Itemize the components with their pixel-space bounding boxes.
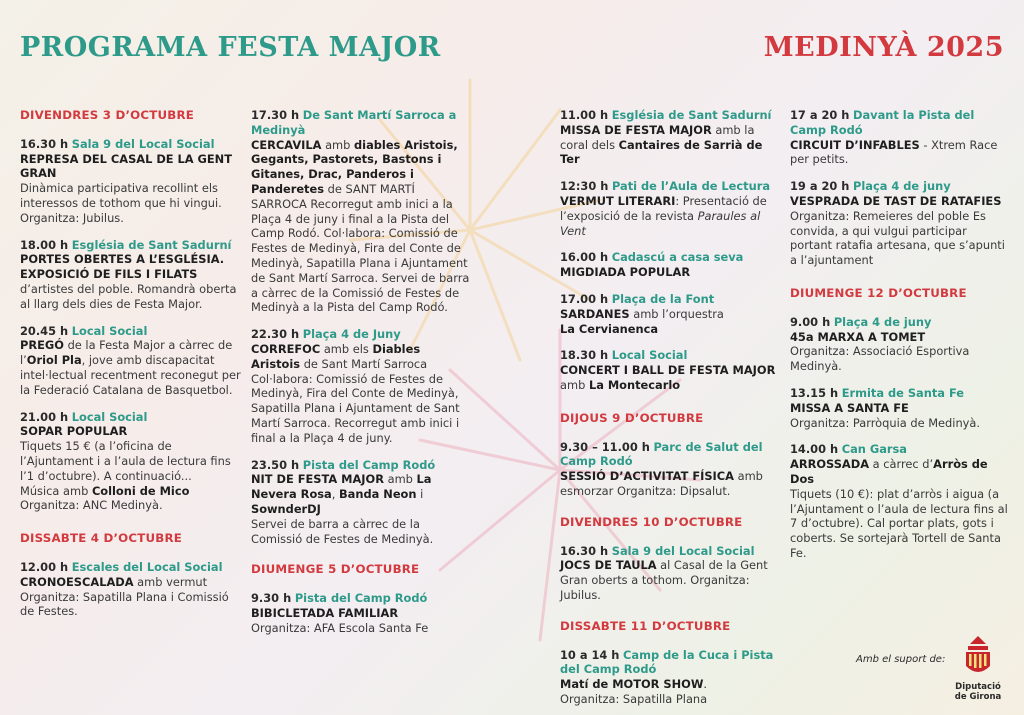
event-desc: de la Festa Major a càrrec de l’ bbox=[20, 338, 233, 368]
event-name-prefix: Matí de bbox=[560, 677, 613, 692]
event-desc: amb bbox=[560, 377, 589, 392]
event-name: VESPRADA DE TAST DE RATAFIES bbox=[790, 193, 1002, 208]
event-desc: amb la coral dels bbox=[560, 122, 755, 152]
event-desc: a càrrec d’ bbox=[869, 457, 934, 472]
event-desc: amb bbox=[325, 137, 355, 152]
event-time: 16.30 h bbox=[560, 543, 609, 558]
event-name: CONCERT I BALL DE FESTA MAJOR bbox=[560, 363, 776, 378]
event bbox=[251, 458, 473, 547]
event-time: 20.45 h bbox=[20, 323, 69, 338]
performer-name: La Montecarlo bbox=[588, 377, 681, 392]
event-time: 14.00 h bbox=[790, 442, 839, 457]
page-title: PROGRAMA FESTA MAJOR bbox=[20, 32, 441, 63]
day-heading: DIVENDRES 10 D’OCTUBRE bbox=[560, 514, 743, 529]
column-1 bbox=[20, 108, 245, 631]
day-heading: DIJOUS 9 D’OCTUBRE bbox=[560, 410, 704, 425]
support-label: Amb el suport de: bbox=[856, 654, 946, 665]
event-name: CRONOESCALADA bbox=[20, 574, 134, 589]
event-name: ARROSSADA bbox=[790, 457, 870, 472]
day-heading: DISSABTE 11 D’OCTUBRE bbox=[560, 618, 731, 633]
performer-name: La Nevera Rosa bbox=[251, 472, 432, 502]
column-3 bbox=[560, 108, 782, 715]
event-place: Cadascú a casa seva bbox=[611, 250, 744, 265]
event-name: NIT DE FESTA MAJOR bbox=[251, 472, 384, 487]
event-place: Sala 9 del Local Social bbox=[71, 136, 215, 151]
event-name: PORTES OBERTES A L’ESGLÉSIA. EXPOSICIÓ DE FILS I FILATS bbox=[20, 252, 225, 282]
event-desc: Dinàmica participativa recollint els interessos de tothom que hi vingui. Organitza: Jubilus. bbox=[20, 181, 222, 225]
event-desc: amb vermut Organitza: Sapatilla Plana i Comissió de Festes. bbox=[20, 574, 229, 619]
event-time: 18.00 h bbox=[20, 237, 69, 252]
event-name: BIBICLETADA FAMILIAR bbox=[251, 605, 399, 620]
event-desc: amb esmorzar Organitza: Dipsalut. bbox=[560, 469, 763, 498]
event-place: Plaça 4 de Juny bbox=[302, 327, 401, 342]
event-desc: Tiquets (10 €): plat d’arròs i aigua (a l’Ajuntament o l’aula de lectura fins al 7 d’octubre). Cal portar plats, gots i coberts. Se sortejarà Tortell de Santa Fe. bbox=[790, 486, 1008, 560]
event-desc: , jove amb discapacitat intel·lectual recentment reconegut per la Federació Catalana de Basquetbol. bbox=[20, 353, 241, 397]
event-time: 23.50 h bbox=[251, 457, 300, 472]
event-desc: amb els bbox=[323, 341, 373, 356]
column-4 bbox=[790, 108, 1008, 573]
event-desc: de SANT MARTÍ SARROCA Recorregut amb inici a la Plaça 4 de juny i final a la Pista del Camp Rodó. Col·labora: Comissió de Festes de Medinyà, Fira del Conte de Medinyà, Sapatilla Plana i Ajuntament de Sant Martí Sarroca. Servei de barra a càrrec de la Comissió de Festes de Medinyà a la Pista del Camp Rodó. bbox=[251, 181, 470, 315]
performer-name: SownderDJ bbox=[251, 501, 321, 516]
event-place: Escales del Local Social bbox=[71, 559, 223, 574]
event-time: 12:30 h bbox=[560, 179, 609, 194]
event bbox=[560, 440, 782, 499]
header bbox=[0, 0, 1024, 78]
performer-name: Colloni de Mico bbox=[91, 483, 190, 498]
event-time: 9.30 – 11.00 h bbox=[560, 439, 650, 454]
event-organizer: Organitza: Associació Esportiva Medinyà. bbox=[790, 344, 970, 374]
event bbox=[20, 560, 245, 619]
event-organizer: Organitza: Parròquia de Medinyà. bbox=[790, 415, 981, 430]
event-desc: Servei de barra a càrrec de la Comissió de Festes de Medinyà. bbox=[251, 516, 434, 546]
event bbox=[560, 544, 782, 603]
event-name: REPRESA DEL CASAL DE LA GENT GRAN bbox=[20, 151, 232, 181]
event-name: CIRCUIT D’INFABLES bbox=[790, 137, 920, 152]
event-place: Camp de la Cuca i Pista del Camp Rodó bbox=[560, 647, 774, 677]
event bbox=[790, 179, 1008, 268]
event-time: 17.00 h bbox=[560, 291, 609, 306]
event bbox=[20, 137, 245, 226]
event-time: 21.00 h bbox=[20, 409, 69, 424]
event-place: Plaça 4 de juny bbox=[853, 179, 951, 194]
event-time: 22.30 h bbox=[251, 327, 300, 342]
event-place: Plaça 4 de juny bbox=[833, 314, 932, 329]
event-place: Pista del Camp Rodó bbox=[302, 457, 436, 472]
event bbox=[790, 386, 1008, 430]
event-time: 16.00 h bbox=[560, 250, 609, 265]
event-organizer: Organitza: Sapatilla Plana bbox=[560, 691, 708, 706]
logo-caption-line: de Girona bbox=[954, 692, 1002, 702]
event-place: Església de Sant Sadurní bbox=[71, 237, 232, 252]
performer-name: Diables Aristois bbox=[251, 341, 421, 371]
event bbox=[251, 591, 473, 635]
event-desc: i bbox=[416, 487, 424, 502]
event bbox=[790, 315, 1008, 374]
event: 10 a 14 h Camp de la Cuca i Pista del Camp Rodó Matí de MOTOR SHOW. Organitza: Sapatilla Plana bbox=[560, 647, 774, 706]
event bbox=[560, 292, 782, 336]
event-desc: de Sant Martí Sarroca Col·labora: Comissió de Festes de Medinyà, Fira del Conte de Medinyà, Sapatilla Plana i Ajuntament de Sant Martí Sarroca. Recorregut amb inici i final a la Plaça 4 de juny. bbox=[251, 356, 460, 445]
event-desc: Organitza: Remeieres del poble Es convida, a qui vulgui participar portant ratafia artesana, que s’apunti a l’ajuntament bbox=[790, 208, 1005, 268]
event-time: 11.00 h bbox=[560, 108, 609, 122]
event-name: PREGÓ bbox=[20, 338, 64, 353]
event-place: De Sant Martí Sarroca a Medinyà bbox=[251, 108, 457, 137]
event-time: 18.30 h bbox=[560, 348, 609, 363]
event-place: Plaça de la Font bbox=[611, 291, 715, 306]
day-heading: DIUMENGE 12 D’OCTUBRE bbox=[790, 285, 967, 300]
event-place: Local Social bbox=[611, 348, 688, 363]
event-name: SESSIÓ D’ACTIVITAT FÍSICA bbox=[560, 469, 734, 484]
page-subtitle: MEDINYÀ 2025 bbox=[763, 32, 1004, 63]
event bbox=[20, 238, 245, 312]
event-place: Ermita de Santa Fe bbox=[841, 385, 964, 400]
day-heading: DISSABTE 4 D’OCTUBRE bbox=[20, 531, 183, 546]
event-name: MOTOR SHOW bbox=[612, 677, 704, 692]
event-name: MISSA A SANTA FE bbox=[790, 400, 909, 415]
performer-name: Cantaires de Sarrià de Ter bbox=[560, 137, 763, 167]
event bbox=[790, 442, 1008, 560]
event-organizer: Organitza: AFA Escola Santa Fe bbox=[251, 620, 429, 635]
event-organizer: Organitza: ANC Medinyà. bbox=[20, 498, 163, 513]
event-desc: amb l’orquestra bbox=[629, 306, 724, 321]
column-2 bbox=[251, 108, 473, 648]
event-desc: Música amb bbox=[20, 483, 92, 498]
performer-name: Banda Neon bbox=[339, 487, 417, 502]
event bbox=[560, 250, 782, 280]
performer-name: La Cervianenca bbox=[560, 321, 659, 336]
event-desc: amb bbox=[383, 472, 417, 487]
event-time: 16.30 h bbox=[20, 136, 69, 151]
event-name: MISSA DE FESTA MAJOR bbox=[560, 122, 712, 137]
event-desc: , bbox=[331, 487, 339, 502]
event-place: Pati de l’Aula de Lectura bbox=[611, 179, 771, 194]
event bbox=[790, 108, 1008, 167]
event-time: 19 a 20 h bbox=[790, 179, 850, 194]
event-desc: Tiquets 15 € (a l’oficina de l’Ajuntament i a l’aula de lectura fins l’1 d’octubre). A continuació... bbox=[20, 439, 231, 483]
event-name: 45a MARXA A TOMET bbox=[790, 329, 926, 344]
performer-name: diables Aristois, Gegants, Pastorets, Bastons i Gitanes, Drac, Panderos i Panderetes bbox=[251, 137, 458, 196]
event-desc: - Xtrem Race per petits. bbox=[790, 137, 998, 167]
event-name: VERMUT LITERARI bbox=[560, 193, 676, 208]
logo-caption bbox=[948, 682, 1008, 702]
performer-name: Oriol Pla bbox=[26, 353, 82, 368]
event bbox=[560, 179, 782, 238]
day-heading: DIVENDRES 3 D’OCTUBRE bbox=[20, 108, 195, 122]
performer-name: Arròs de Dos bbox=[790, 457, 988, 486]
event bbox=[251, 327, 473, 445]
event bbox=[20, 324, 245, 398]
event-place: Església de Sant Sadurní bbox=[611, 108, 772, 122]
event-desc: : Presentació de l’exposició de la revista bbox=[560, 193, 767, 223]
magazine-title: Paraules al Vent bbox=[560, 208, 761, 238]
event-place: Davant la Pista del Camp Rodó bbox=[790, 108, 975, 137]
event-name: CERCAVILA bbox=[251, 137, 322, 152]
event-place: Local Social bbox=[71, 409, 148, 424]
event-desc: al Casal de la Gent Gran oberts a tothom. Organitza: Jubilus. bbox=[560, 558, 768, 602]
event bbox=[251, 108, 473, 315]
event-desc: d’artistes del poble. Romandrà oberta al llarg dels dies de Festa Major. bbox=[20, 281, 237, 311]
event bbox=[560, 108, 782, 167]
event-place: Parc de Salut del Camp Rodó bbox=[560, 439, 763, 469]
event-time: 17.30 h bbox=[251, 108, 300, 122]
event-time: 12.00 h bbox=[20, 559, 69, 574]
event-time: 17 a 20 h bbox=[790, 108, 850, 122]
event-time: 9.00 h bbox=[790, 314, 831, 329]
event-name: MIGDIADA POPULAR bbox=[560, 265, 691, 280]
event-name: CORREFOC bbox=[251, 341, 321, 356]
event bbox=[20, 410, 245, 514]
event-time: 13.15 h bbox=[790, 385, 839, 400]
event-name: JOCS DE TAULA bbox=[560, 558, 657, 573]
event-place: Can Garsa bbox=[841, 442, 907, 457]
event bbox=[560, 348, 782, 392]
event-place: Local Social bbox=[71, 323, 148, 338]
diputacio-girona-logo bbox=[956, 634, 1000, 680]
event-time: 10 a 14 h bbox=[560, 647, 620, 662]
day-heading: DIUMENGE 5 D’OCTUBRE bbox=[251, 562, 420, 577]
event-time: 9.30 h bbox=[251, 591, 292, 606]
event-place: Sala 9 del Local Social bbox=[611, 543, 755, 558]
event-name: SOPAR POPULAR bbox=[20, 424, 128, 439]
event-place: Pista del Camp Rodó bbox=[294, 591, 428, 606]
logo-caption-line: Diputació bbox=[955, 682, 1001, 692]
event-name: SARDANES bbox=[560, 306, 630, 321]
